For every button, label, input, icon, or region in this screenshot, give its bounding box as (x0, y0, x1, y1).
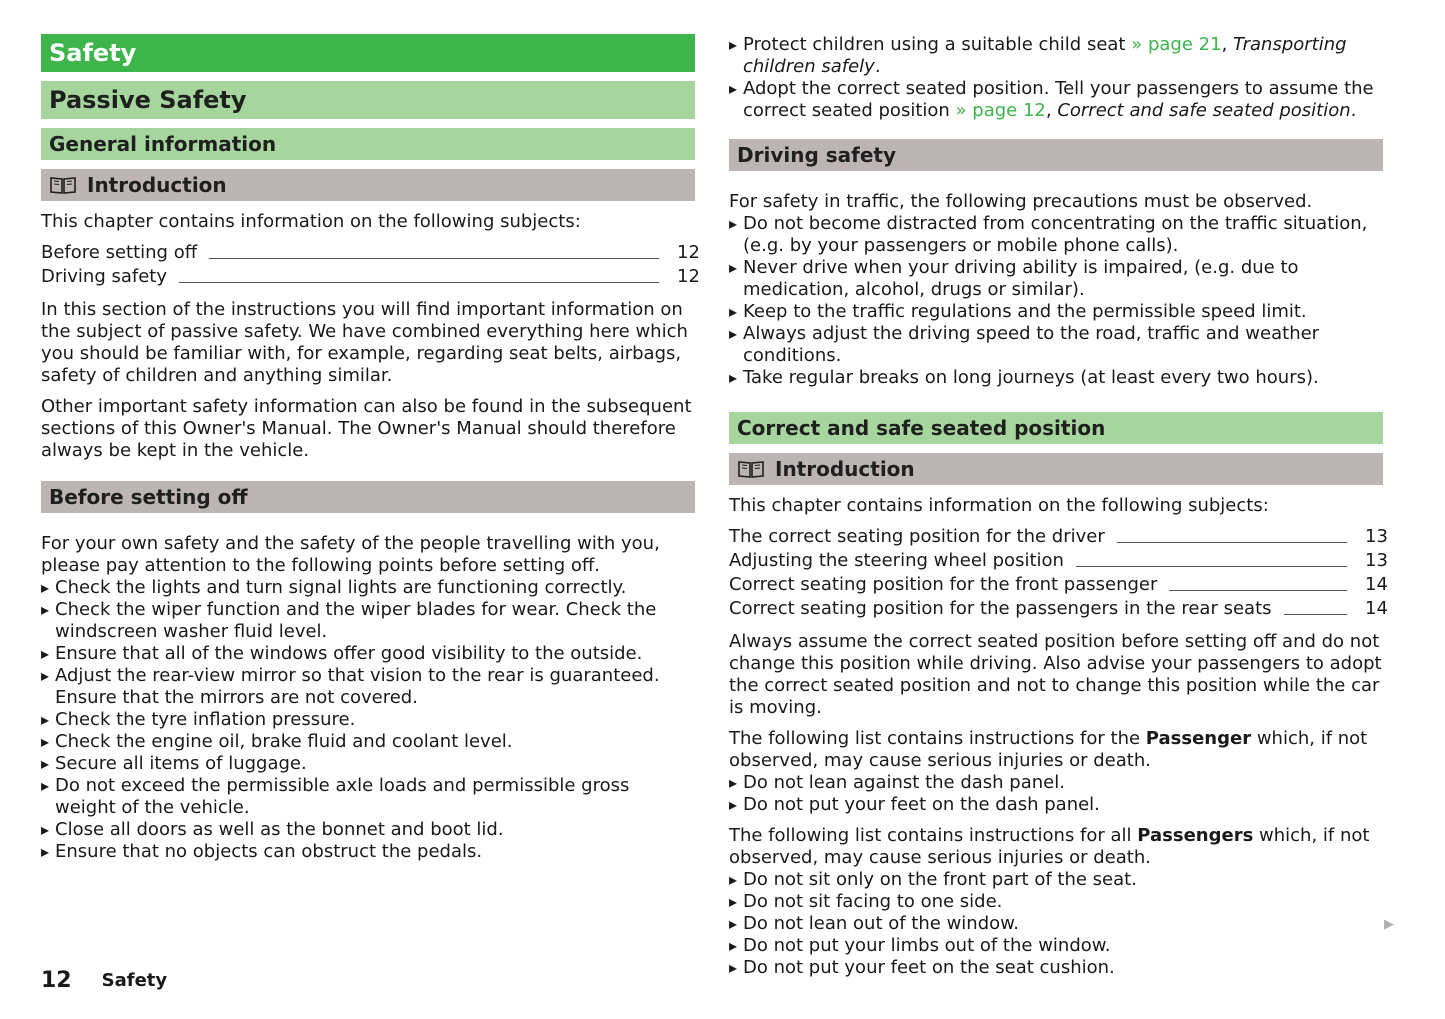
section-header-driving-safety (729, 139, 1383, 171)
toc-label: The correct seating position for the driver (729, 526, 1105, 547)
passengers-pre: The following list contains instructions for all (729, 825, 1132, 846)
chapter-title: Safety (49, 39, 137, 67)
page-number: 12 (41, 968, 72, 993)
toc-leader-line (1169, 590, 1347, 591)
bullet-text: Adopt the correct seated position. Tell your passengers to assume the correct seated position (743, 78, 1374, 121)
toc-page: 12 (677, 266, 700, 287)
toc-leader-line (1117, 542, 1347, 543)
passenger-post: which, if not observed, may cause serious injuries or death. (729, 728, 1368, 771)
continued-bullet-list (729, 34, 1383, 122)
toc-list (729, 525, 1388, 621)
list-item: ▸ Do not sit only on the front part of the seat. (729, 869, 1383, 891)
passenger-bold: Passenger (1145, 728, 1252, 749)
list-item: ▸ Protect children using a suitable child seat » page 21, Transporting children safely. (729, 34, 1383, 78)
section-header-correct-seated-position (729, 412, 1383, 444)
section-title: Correct and safe seated position (737, 416, 1106, 440)
paragraph-passive-safety: In this section of the instructions you will find important information on the subject of passive safety. We have combined everything here which you should be familiar with, for example, regarding seat belts, airbags, safety of children and anything similar. (41, 299, 688, 386)
toc-item[interactable] (729, 597, 1388, 621)
toc-label: Adjusting the steering wheel position (729, 550, 1064, 571)
list-item: ▸ Adopt the correct seated position. Tell your passengers to assume the correct seated position » page 12, Correct and safe seated position. (729, 78, 1383, 122)
toc-item[interactable] (41, 265, 700, 289)
page-link[interactable]: » page 21 (1131, 34, 1222, 55)
paragraph-other-info: Other important safety information can also be found in the subsequent sections of this Owner's Manual. The Owner's Manual should therefore always be kept in the vehicle. (41, 396, 692, 461)
toc-leader-line (1076, 566, 1347, 567)
toc-item[interactable] (729, 525, 1388, 549)
reference-title: Correct and safe seated position (1057, 100, 1351, 121)
section-header-passive-safety (41, 81, 695, 119)
list-item: ▸ Close all doors as well as the bonnet and boot lid. (41, 819, 695, 841)
subsection-title: General information (49, 132, 277, 156)
list-item: ▸ Check the engine oil, brake fluid and coolant level. (41, 731, 695, 753)
passengers-bold: Passengers (1137, 825, 1254, 846)
driving-intro: For safety in traffic, the following precautions must be observed. (729, 191, 1313, 212)
list-item: ▸ Do not sit facing to one side. (729, 891, 1383, 913)
list-item: ▸ Ensure that no objects can obstruct the pedals. (41, 841, 695, 863)
list-item: ▸ Check the lights and turn signal lights are functioning correctly. (41, 577, 695, 599)
bullet-text: Protect children using a suitable child seat (743, 34, 1126, 55)
section-title: Passive Safety (49, 86, 247, 114)
toc-leader-line (1284, 614, 1347, 615)
page-link[interactable]: » page 12 (955, 100, 1046, 121)
right-column (729, 34, 1388, 979)
list-item: ▸ Do not put your feet on the seat cushion. (729, 957, 1383, 979)
seated-paragraph: Always assume the correct seated position before setting off and do not change this position while driving. Also advise your passengers to adopt the correct seated position and not to change this position while the car is moving. (729, 631, 1382, 718)
list-item: ▸ Check the wiper function and the wiper blades for wear. Check the windscreen washer fluid level. (41, 599, 695, 643)
toc-item[interactable] (41, 241, 700, 265)
list-item: ▸ Do not put your limbs out of the window. (729, 935, 1383, 957)
list-item: ▸ Ensure that all of the windows offer good visibility to the outside. (41, 643, 695, 665)
toc-label: Before setting off (41, 242, 198, 263)
passenger-bullet-list (729, 772, 1383, 816)
section-title: Before setting off (49, 485, 248, 509)
list-item: ▸ Never drive when your driving ability is impaired, (e.g. due to medication, alcohol, drugs or similar). (729, 257, 1383, 301)
intro-text: This chapter contains information on the following subjects: (729, 495, 1269, 516)
passenger-pre: The following list contains instructions for the (729, 728, 1141, 749)
intro-header (41, 169, 695, 201)
intro-header (729, 453, 1383, 485)
page-footer (41, 968, 167, 993)
toc-item[interactable] (729, 573, 1388, 597)
passengers-bullet-list (729, 869, 1383, 979)
before-bullet-list (41, 577, 695, 863)
toc-item[interactable] (729, 549, 1388, 573)
chapter-header-safety (41, 34, 695, 72)
toc-page: 13 (1365, 550, 1388, 571)
toc-label: Driving safety (41, 266, 167, 287)
driving-bullet-list (729, 213, 1383, 389)
toc-page: 12 (677, 242, 700, 263)
list-item: ▸ Take regular breaks on long journeys (at least every two hours). (729, 367, 1383, 389)
toc-label: Correct seating position for the front passenger (729, 574, 1158, 595)
list-item: ▸ Do not become distracted from concentrating on the traffic situation, (e.g. by your passengers or mobile phone calls). (729, 213, 1383, 257)
left-column (41, 34, 700, 863)
toc-list (41, 241, 700, 289)
footer-section-title: Safety (101, 970, 168, 991)
toc-leader-line (179, 282, 659, 283)
subsection-header-general-information (41, 128, 695, 160)
toc-page: 13 (1365, 526, 1388, 547)
list-item: ▸ Do not put your feet on the dash panel. (729, 794, 1383, 816)
intro-title: Introduction (87, 173, 227, 197)
toc-leader-line (209, 258, 659, 259)
toc-label: Correct seating position for the passengers in the rear seats (729, 598, 1272, 619)
list-item: ▸ Do not lean against the dash panel. (729, 772, 1383, 794)
list-item: ▸ Do not lean out of the window. (729, 913, 1383, 935)
list-item: ▸ Secure all items of luggage. (41, 753, 695, 775)
intro-title: Introduction (775, 457, 915, 481)
toc-page: 14 (1365, 574, 1388, 595)
open-book-icon (49, 175, 77, 195)
list-item: ▸ Do not exceed the permissible axle loads and permissible gross weight of the vehicle. (41, 775, 695, 819)
before-intro: For your own safety and the safety of the people travelling with you, please pay attention to the following points before setting off. (41, 533, 660, 576)
list-item: ▸ Adjust the rear-view mirror so that vision to the rear is guaranteed. Ensure that the mirrors are not covered. (41, 665, 695, 709)
passengers-post: which, if not observed, may cause serious injuries or death. (729, 825, 1370, 868)
list-item: ▸ Always adjust the driving speed to the road, traffic and weather conditions. (729, 323, 1383, 367)
triangle-right-icon[interactable]: ▶ (1384, 917, 1394, 932)
passengers-paragraph (729, 825, 1383, 869)
section-title: Driving safety (737, 143, 896, 167)
section-header-before-setting-off (41, 481, 695, 513)
passenger-paragraph (729, 728, 1383, 772)
toc-page: 14 (1365, 598, 1388, 619)
list-item: ▸ Check the tyre inflation pressure. (41, 709, 695, 731)
open-book-icon (737, 459, 765, 479)
list-item: ▸ Keep to the traffic regulations and the permissible speed limit. (729, 301, 1383, 323)
intro-text: This chapter contains information on the following subjects: (41, 211, 581, 232)
reference-title: Transporting children safely (743, 34, 1347, 77)
